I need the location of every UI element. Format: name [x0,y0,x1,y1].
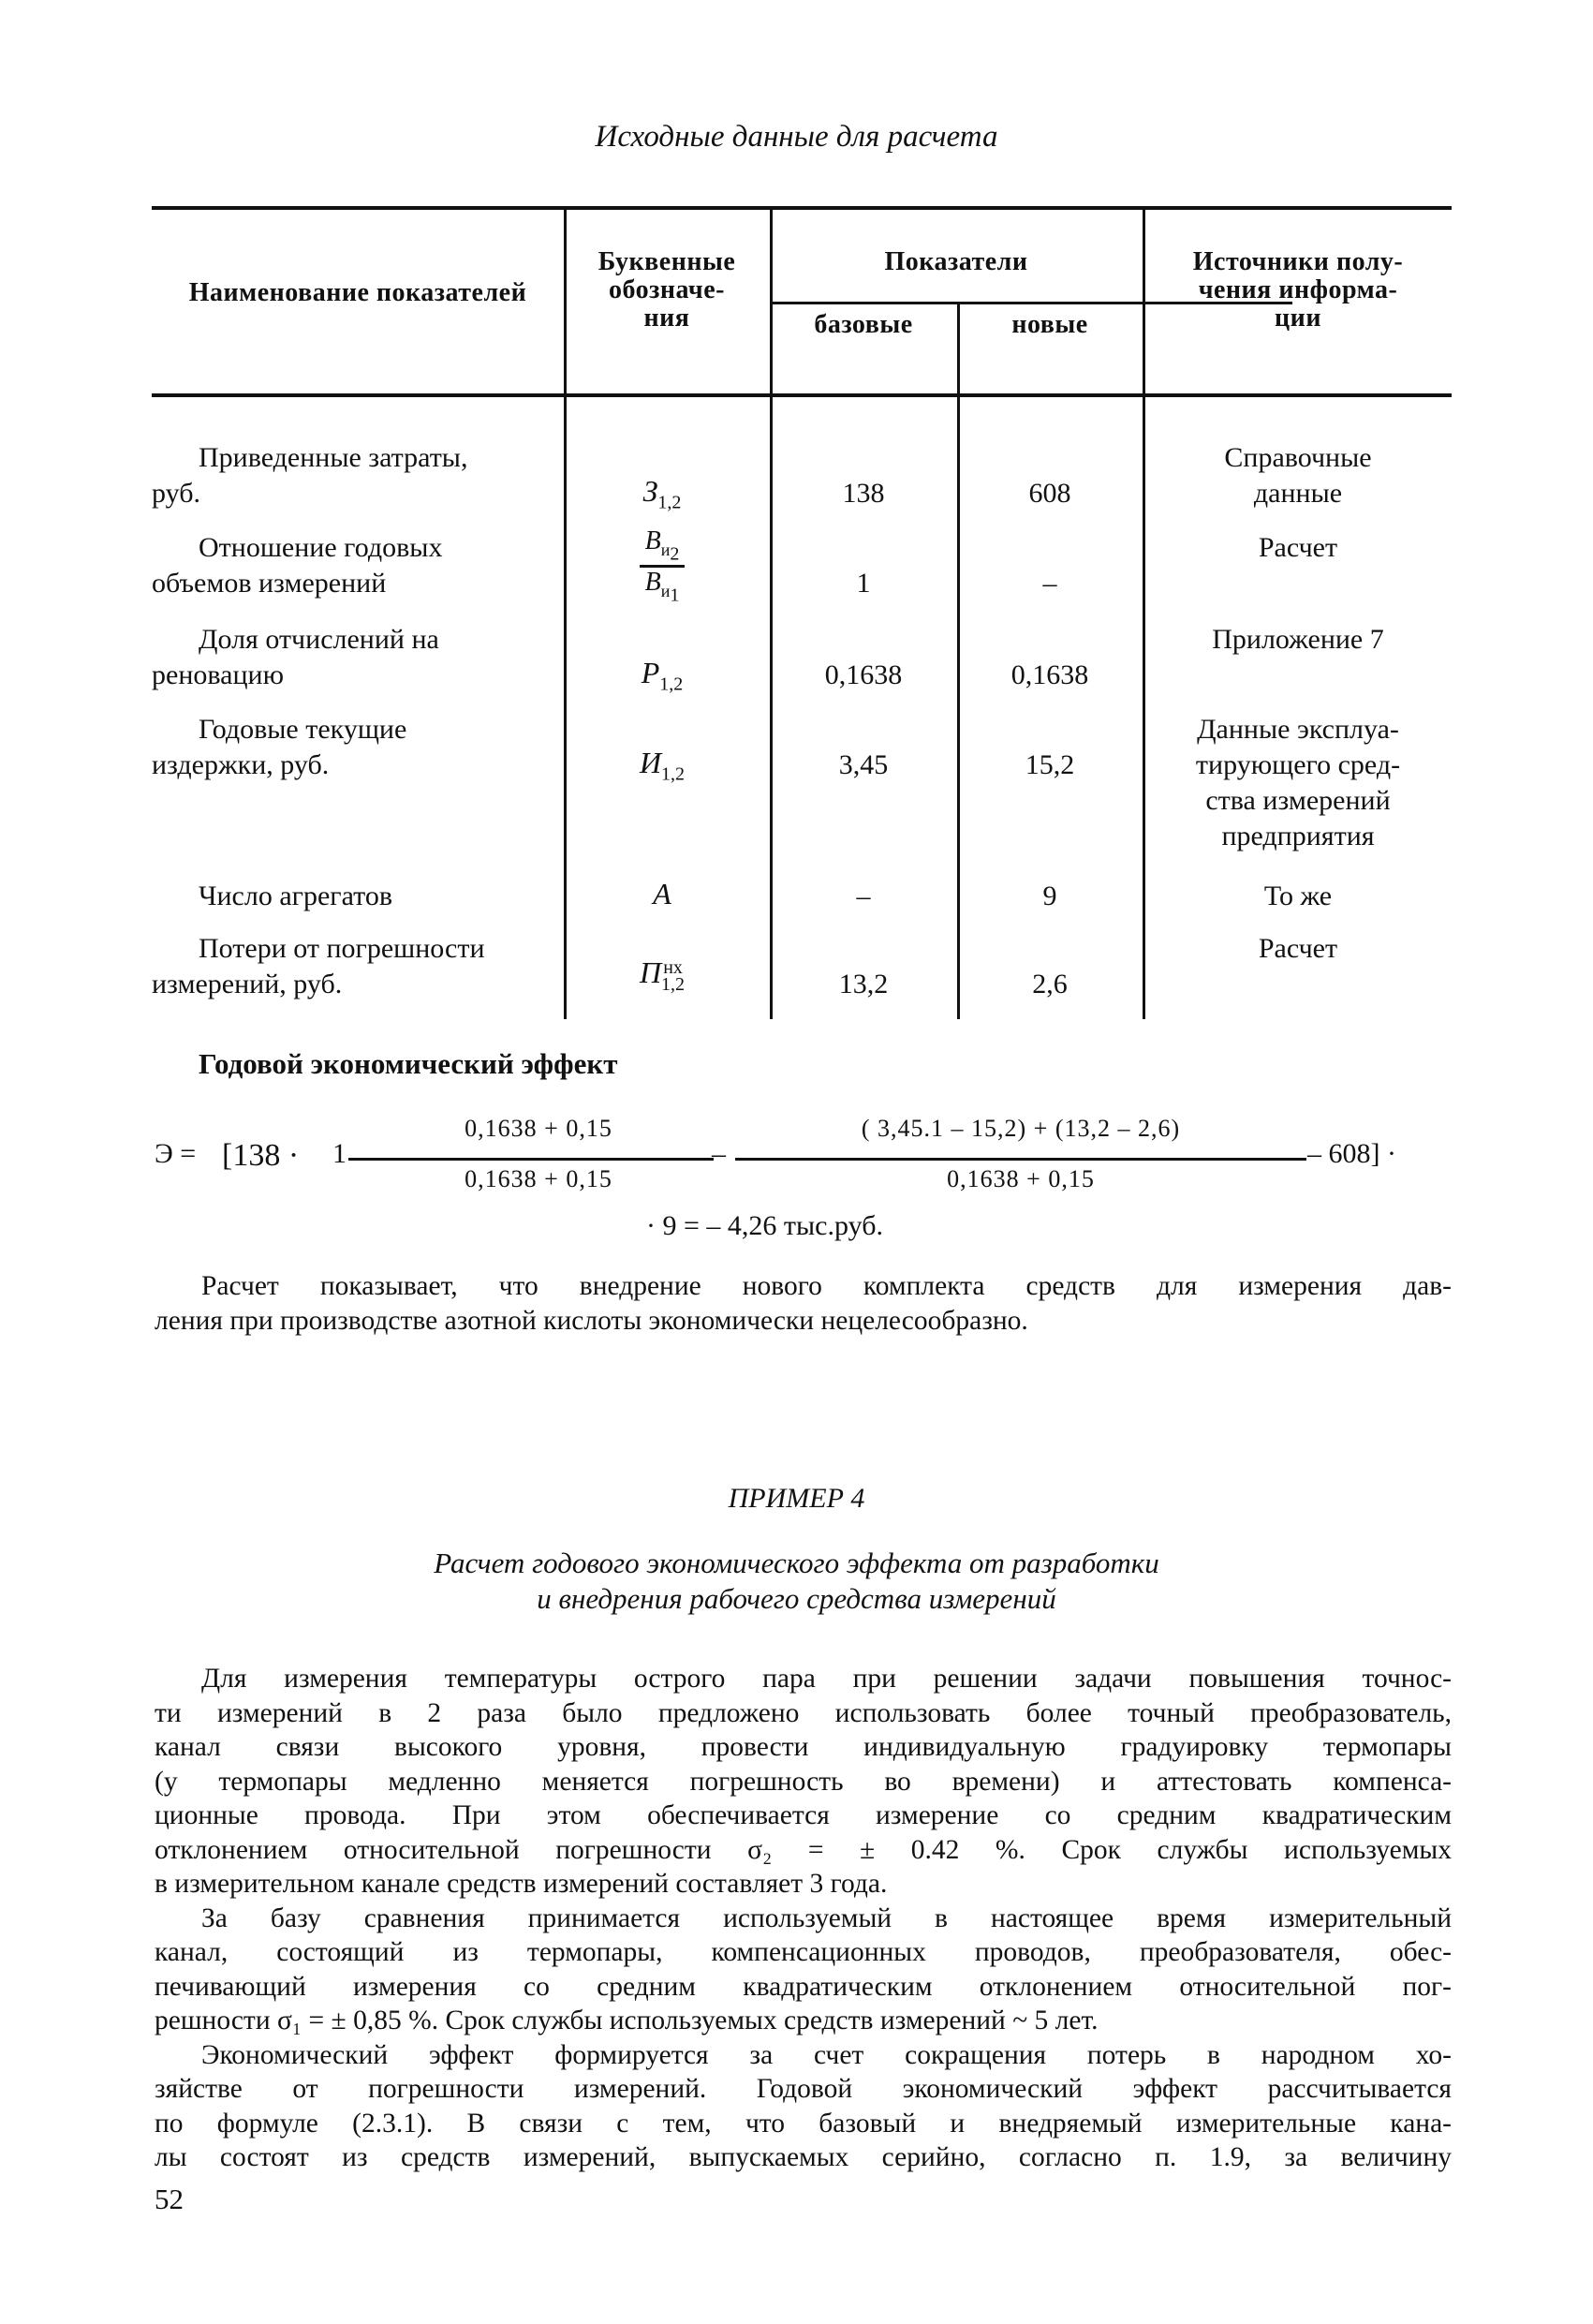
paragraph-2: За базу сравнения принимается используемый в настоящее время измерительный канал, состоящий из термопары, компенсационных проводов, преобразователя, обес- печивающий измерения со средним квадратическим отклонением относительной пог- решности σ₁ = ± 0,85 %. Срок службы используемых средств измерений ~ 5 лет. [155,1902,1452,2035]
formula-minus: – [712,1138,726,1169]
frac1-denominator: 0,1638 + 0,15 [465,1165,612,1192]
table-row-name: Число агрегатов [199,881,392,911]
formula-one: 1 [332,1138,347,1169]
new-value: 608 [1028,478,1071,509]
symbol-cell: А [653,877,671,910]
conclusion-paragraph: Расчет показывает, что внедрение нового комплекта средств для измерения дав- ления при производстве азотной кислоты экономически нецелесообразно. [155,1271,1452,1336]
base-value: 138 [842,478,885,509]
example-subtitle: Расчет годового экономического эффекта от разработки и внедрения рабочего средства измерений [434,1547,1159,1615]
base-value: 3,45 [838,749,889,780]
paragraph-3: Экономический эффект формируется за счет сокращения потерь в народном хо- зяйстве от погрешности измерений. Годовой экономический эффект рассчитывается по формуле (2.3.1). В связи с тем, что базовый и внедряемый измерительные кана- лы состоят из средств измерений, выпускаемых серийно, согласно п. 1.9, за величину [155,2039,1452,2172]
new-value: 2,6 [1032,969,1068,999]
frac2-denominator: 0,1638 + 0,15 [947,1165,1095,1192]
example-body [155,1662,1452,2175]
symbol-fraction: $\frac{В_{и_2}}{В_{и_1}}$ [564,526,760,606]
header-indicators: Показатели [884,247,1028,276]
table-row-name: Приведенные затраты, руб. [152,442,468,509]
base-value: 1 [856,568,871,599]
frac1-bar [348,1158,714,1161]
table-top-rule [152,206,1452,210]
header-new: новые [1011,310,1088,339]
effect-title: Годовой экономический эффект [199,1047,618,1080]
symbol-cell: $Р_{1,2}$ [641,656,684,695]
formula-lhs: Э = [155,1138,197,1169]
source-cell: То же [1263,881,1333,911]
source-cell: Данные эксплуа- тирующего сред- ства измерений предприятия [1195,714,1401,851]
header-source: Источники полу- чения информа- ции [1192,247,1404,333]
new-value: 9 [1042,881,1057,911]
symbol-cell: $И_{1,2}$ [639,746,686,785]
frac2-numerator: ( 3,45.1 – 15,2) + (13,2 – 2,6) [861,1115,1181,1142]
header-symbols: Буквенные обозначе- ния [597,247,736,333]
table-row-name: Потери от погрешности измерений, руб. [152,933,485,999]
source-cell: Расчет [1258,933,1338,964]
table-header-rule [152,393,1452,397]
table-row-name: Отношение годовых объемов измерений [152,532,443,599]
header-base: базовые [814,310,913,339]
table-row-name: Годовые текущие издержки, руб. [152,714,407,780]
new-value: – [1042,568,1057,599]
base-value: – [856,881,871,911]
page-title: Исходные данные для расчета [595,120,998,154]
table-row-name: Доля отчислений на реновацию [152,624,439,690]
source-cell: Приложение 7 [1212,624,1384,655]
example-heading: ПРИМЕР 4 [728,1483,865,1514]
frac2-bar [735,1158,1306,1161]
header-name: Наименование показателей [188,278,527,307]
source-cell: Расчет [1258,532,1338,563]
source-cell: Справочные данные [1224,442,1372,509]
frac1-numerator: 0,1638 + 0,15 [465,1115,612,1142]
base-value: 13,2 [838,969,889,999]
page-number: 52 [155,2183,184,2215]
symbol-cell: П нх 1,2 [639,955,686,995]
formula-tail: – 608] · [1307,1138,1396,1169]
base-value: 0,1638 [824,659,903,690]
new-value: 0,1638 [1010,659,1089,690]
paragraph-1: Для измерения температуры острого пара при решении задачи повышения точнос- ти измерений в 2 раза было предложено использовать более точный преобразователь, канал связи высокого уровня, провести индивидуальную градуировку термопары (у термопары медленно меняется погрешность во времени) и аттестовать компенса- ционные провода. При этом обеспечивается измерение со средним квадратическим отклонением относительной погрешности σ₂ = ± 0.42 %. Срок службы используемых в измерительном канале средств измерений составляет 3 года. [155,1664,1452,1899]
formula-result: · 9 = – 4,26 тыс.руб. [646,1210,883,1241]
symbol-cell: $З_{1,2}$ [642,474,682,513]
data-table [152,197,1452,1021]
formula-bracket-open: [138 · [222,1138,300,1173]
new-value: 15,2 [1025,749,1075,780]
